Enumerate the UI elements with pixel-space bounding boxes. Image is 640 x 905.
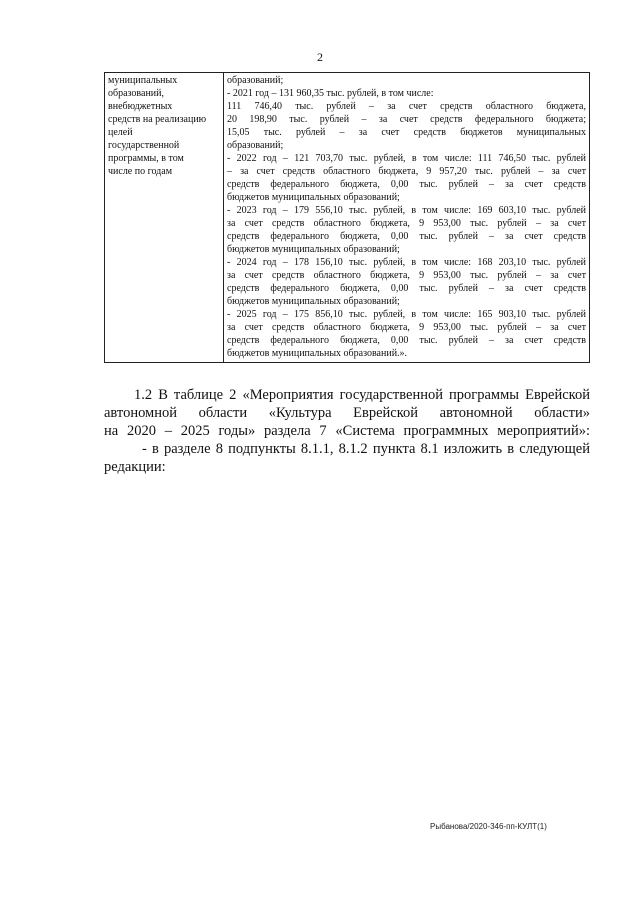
right-cell-line: бюджетов муниципальных образований; [227,296,400,307]
body-line: автономной области «Культура Еврейской автономной области» [104,405,590,421]
table-left-cell [105,73,224,363]
body-line: - в разделе 8 подпункты 8.1.1, 8.1.2 пункта 8.1 изложить в следующей [142,441,590,457]
right-cell-line: – за счет средств областного бюджета, 9 957,20 тыс. рублей – за счет [227,166,586,177]
table-right-cell [224,73,590,363]
right-cell-line: средств федерального бюджета, 0,00 тыс. рублей – за счет средств [227,335,586,346]
right-cell-line: - 2022 год – 121 703,70 тыс. рублей, в том числе: 111 746,50 тыс. рублей [227,153,586,164]
right-cell-line: средств федерального бюджета, 0,00 тыс. рублей – за счет средств [227,231,586,242]
right-cell-line: - 2024 год – 178 156,10 тыс. рублей, в том числе: 168 203,10 тыс. рублей [227,257,586,268]
right-cell-line: за счет средств областного бюджета, 9 953,00 тыс. рублей – за счет [227,270,586,281]
page-number: 2 [317,50,323,64]
right-cell-line: за счет средств областного бюджета, 9 953,00 тыс. рублей – за счет [227,322,586,333]
left-cell-line: государственной [108,140,180,151]
body-line: 1.2 В таблице 2 «Мероприятия государственной программы Еврейской [134,387,590,403]
right-cell-line: 15,05 тыс. рублей – за счет средств бюджетов муниципальных [227,127,586,138]
funding-table [104,72,590,363]
right-cell-line: - 2021 год – 131 960,35 тыс. рублей, в том числе: [227,88,434,99]
left-cell-line: образований, [108,88,165,99]
right-cell-line: образований; [227,75,284,86]
right-cell-line: средств федерального бюджета, 0,00 тыс. рублей – за счет средств [227,283,586,294]
left-cell-line: муниципальных [108,75,178,86]
left-cell-line: целей [108,127,133,138]
left-cell-line: программы, в том [108,153,184,164]
body-line: редакции: [104,459,166,475]
document-code: Рыбанова/2020-346-пп-КУЛТ(1) [430,822,547,831]
right-cell-line: 20 198,90 тыс. рублей – за счет средств федерального бюджета; [227,114,586,125]
right-cell-line: средств федерального бюджета, 0,00 тыс. рублей – за счет средств [227,179,586,190]
right-cell-line: - 2023 год – 179 556,10 тыс. рублей, в том числе: 169 603,10 тыс. рублей [227,205,586,216]
right-cell-line: бюджетов муниципальных образований.». [227,348,408,359]
right-cell-line: - 2025 год – 175 856,10 тыс. рублей, в том числе: 165 903,10 тыс. рублей [227,309,586,320]
right-cell-line: бюджетов муниципальных образований; [227,192,400,203]
right-cell-line: бюджетов муниципальных образований; [227,244,400,255]
right-cell-line: образований; [227,140,284,151]
table-row [105,73,590,363]
right-cell-line: 111 746,40 тыс. рублей – за счет средств областного бюджета, [227,101,586,112]
left-cell-line: внебюджетных [108,101,173,112]
body-line: на 2020 – 2025 годы» раздела 7 «Система программных мероприятий»: [104,423,590,439]
left-cell-line: средств на реализацию [108,114,207,125]
right-cell-line: за счет средств областного бюджета, 9 953,00 тыс. рублей – за счет [227,218,586,229]
body-paragraph [104,386,590,476]
left-cell-line: числе по годам [108,166,173,177]
